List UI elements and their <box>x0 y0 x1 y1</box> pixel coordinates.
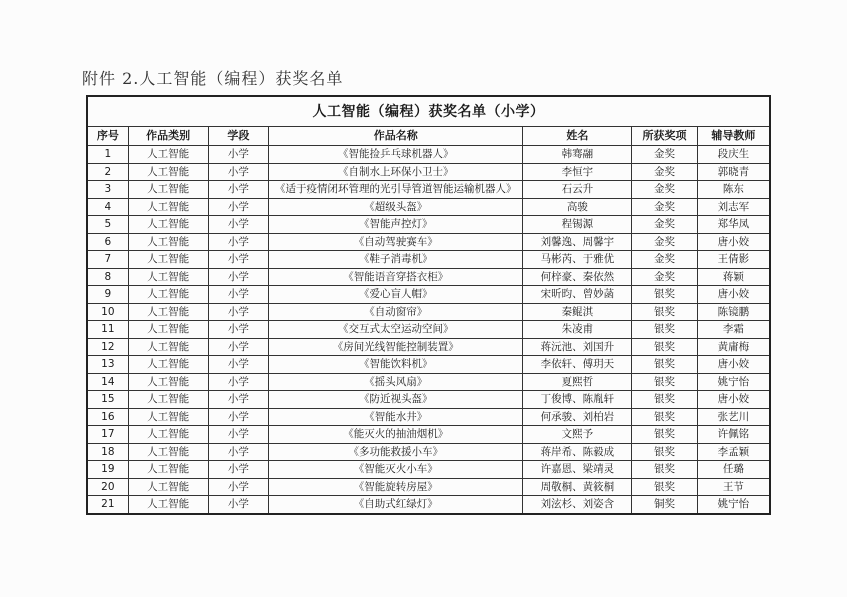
cell-category: 人工智能 <box>128 373 208 391</box>
cell-number: 11 <box>87 321 128 339</box>
cell-number: 9 <box>87 286 128 304</box>
cell-student-name: 宋昕昀、曾妙菡 <box>523 286 632 304</box>
cell-work-name: 《房间光线智能控制装置》 <box>269 338 523 356</box>
cell-stage: 小学 <box>208 478 269 496</box>
cell-category: 人工智能 <box>128 356 208 374</box>
cell-student-name: 刘泫杉、刘姿含 <box>523 496 632 514</box>
header-stage: 学段 <box>208 127 269 146</box>
cell-teacher: 段庆生 <box>697 146 770 164</box>
cell-stage: 小学 <box>208 426 269 444</box>
cell-award: 金奖 <box>632 198 697 216</box>
cell-stage: 小学 <box>208 216 269 234</box>
cell-work-name: 《智能饮料机》 <box>269 356 523 374</box>
cell-teacher: 许佩铭 <box>697 426 770 444</box>
cell-work-name: 《超级头盔》 <box>269 198 523 216</box>
cell-work-name: 《摇头风扇》 <box>269 373 523 391</box>
cell-teacher: 任璐 <box>697 461 770 479</box>
table-body <box>87 146 770 514</box>
cell-student-name: 文熙予 <box>523 426 632 444</box>
cell-award: 银奖 <box>632 478 697 496</box>
table-row <box>87 356 770 374</box>
cell-stage: 小学 <box>208 443 269 461</box>
cell-student-name: 何承骏、刘柏岩 <box>523 408 632 426</box>
cell-award: 银奖 <box>632 338 697 356</box>
cell-category: 人工智能 <box>128 216 208 234</box>
table-row <box>87 268 770 286</box>
cell-category: 人工智能 <box>128 198 208 216</box>
cell-work-name: 《智能捡乒乓球机器人》 <box>269 146 523 164</box>
cell-student-name: 李依轩、傅玥天 <box>523 356 632 374</box>
cell-teacher: 李霜 <box>697 321 770 339</box>
cell-category: 人工智能 <box>128 496 208 514</box>
header-teacher: 辅导教师 <box>697 127 770 146</box>
cell-award: 银奖 <box>632 373 697 391</box>
cell-teacher: 姚宁怡 <box>697 373 770 391</box>
cell-work-name: 《智能语音穿搭衣柜》 <box>269 268 523 286</box>
cell-number: 18 <box>87 443 128 461</box>
cell-student-name: 蒋沅池、刘国升 <box>523 338 632 356</box>
cell-stage: 小学 <box>208 356 269 374</box>
cell-student-name: 刘馨逸、周馨宇 <box>523 233 632 251</box>
cell-award: 金奖 <box>632 268 697 286</box>
cell-number: 14 <box>87 373 128 391</box>
cell-award: 金奖 <box>632 181 697 199</box>
cell-category: 人工智能 <box>128 286 208 304</box>
cell-stage: 小学 <box>208 233 269 251</box>
cell-teacher: 王节 <box>697 478 770 496</box>
cell-category: 人工智能 <box>128 443 208 461</box>
cell-number: 5 <box>87 216 128 234</box>
cell-award: 金奖 <box>632 251 697 269</box>
cell-teacher: 刘志军 <box>697 198 770 216</box>
cell-number: 7 <box>87 251 128 269</box>
table-row <box>87 496 770 514</box>
cell-category: 人工智能 <box>128 251 208 269</box>
cell-stage: 小学 <box>208 391 269 409</box>
cell-number: 17 <box>87 426 128 444</box>
cell-number: 13 <box>87 356 128 374</box>
cell-award: 银奖 <box>632 426 697 444</box>
cell-number: 20 <box>87 478 128 496</box>
cell-work-name: 《爱心盲人帽》 <box>269 286 523 304</box>
cell-teacher: 陈东 <box>697 181 770 199</box>
cell-work-name: 《多功能救援小车》 <box>269 443 523 461</box>
cell-award: 银奖 <box>632 408 697 426</box>
cell-category: 人工智能 <box>128 233 208 251</box>
cell-number: 15 <box>87 391 128 409</box>
cell-student-name: 许嘉恩、梁靖灵 <box>523 461 632 479</box>
cell-work-name: 《智能水井》 <box>269 408 523 426</box>
cell-stage: 小学 <box>208 461 269 479</box>
cell-work-name: 《适于疫情闭环管理的光引导管道智能运输机器人》 <box>269 181 523 199</box>
cell-work-name: 《智能旋转房屋》 <box>269 478 523 496</box>
table-title-row <box>87 96 770 127</box>
cell-stage: 小学 <box>208 338 269 356</box>
cell-award: 金奖 <box>632 146 697 164</box>
cell-number: 3 <box>87 181 128 199</box>
cell-work-name: 《智能灭火小车》 <box>269 461 523 479</box>
cell-teacher: 张艺川 <box>697 408 770 426</box>
cell-award: 银奖 <box>632 303 697 321</box>
table-row <box>87 181 770 199</box>
table-row <box>87 478 770 496</box>
cell-student-name: 马彬芮、于雅优 <box>523 251 632 269</box>
cell-work-name: 《防近视头盔》 <box>269 391 523 409</box>
cell-teacher: 唐小姣 <box>697 391 770 409</box>
cell-category: 人工智能 <box>128 321 208 339</box>
cell-teacher: 唐小姣 <box>697 286 770 304</box>
cell-work-name: 《自动窗帘》 <box>269 303 523 321</box>
cell-teacher: 郑华凤 <box>697 216 770 234</box>
cell-teacher: 唐小姣 <box>697 233 770 251</box>
cell-student-name: 石云升 <box>523 181 632 199</box>
table-row <box>87 251 770 269</box>
cell-stage: 小学 <box>208 181 269 199</box>
table-row <box>87 461 770 479</box>
cell-award: 银奖 <box>632 321 697 339</box>
cell-category: 人工智能 <box>128 461 208 479</box>
cell-award: 金奖 <box>632 163 697 181</box>
cell-teacher: 黄庸梅 <box>697 338 770 356</box>
cell-student-name: 蒋岸希、陈毅成 <box>523 443 632 461</box>
cell-work-name: 《鞋子消毒机》 <box>269 251 523 269</box>
table-row <box>87 233 770 251</box>
table-row <box>87 391 770 409</box>
cell-number: 8 <box>87 268 128 286</box>
cell-work-name: 《交互式太空运动空间》 <box>269 321 523 339</box>
cell-category: 人工智能 <box>128 181 208 199</box>
table-row <box>87 146 770 164</box>
cell-category: 人工智能 <box>128 478 208 496</box>
cell-number: 10 <box>87 303 128 321</box>
cell-category: 人工智能 <box>128 408 208 426</box>
cell-stage: 小学 <box>208 163 269 181</box>
table-row <box>87 426 770 444</box>
cell-category: 人工智能 <box>128 338 208 356</box>
cell-teacher: 王倩影 <box>697 251 770 269</box>
cell-category: 人工智能 <box>128 303 208 321</box>
cell-teacher: 姚宁怡 <box>697 496 770 514</box>
cell-work-name: 《自制水上环保小卫士》 <box>269 163 523 181</box>
table-row <box>87 286 770 304</box>
cell-category: 人工智能 <box>128 146 208 164</box>
cell-category: 人工智能 <box>128 268 208 286</box>
cell-stage: 小学 <box>208 373 269 391</box>
cell-stage: 小学 <box>208 268 269 286</box>
cell-work-name: 《自助式红绿灯》 <box>269 496 523 514</box>
cell-award: 银奖 <box>632 356 697 374</box>
table-row <box>87 303 770 321</box>
cell-award: 银奖 <box>632 286 697 304</box>
cell-student-name: 李恒宇 <box>523 163 632 181</box>
cell-work-name: 《智能声控灯》 <box>269 216 523 234</box>
cell-award: 金奖 <box>632 233 697 251</box>
table-title: 人工智能（编程）获奖名单（小学） <box>87 96 770 127</box>
cell-award: 银奖 <box>632 461 697 479</box>
cell-number: 4 <box>87 198 128 216</box>
table-row <box>87 408 770 426</box>
table-row <box>87 198 770 216</box>
header-category: 作品类别 <box>128 127 208 146</box>
header-work-name: 作品名称 <box>269 127 523 146</box>
cell-student-name: 朱凌甫 <box>523 321 632 339</box>
header-student-name: 姓名 <box>523 127 632 146</box>
cell-number: 16 <box>87 408 128 426</box>
cell-category: 人工智能 <box>128 163 208 181</box>
cell-award: 银奖 <box>632 391 697 409</box>
cell-number: 12 <box>87 338 128 356</box>
cell-teacher: 陈镜鹏 <box>697 303 770 321</box>
table-row <box>87 321 770 339</box>
cell-number: 19 <box>87 461 128 479</box>
cell-stage: 小学 <box>208 286 269 304</box>
cell-work-name: 《自动驾驶赛车》 <box>269 233 523 251</box>
cell-category: 人工智能 <box>128 391 208 409</box>
cell-award: 银奖 <box>632 443 697 461</box>
cell-work-name: 《能灭火的抽油烟机》 <box>269 426 523 444</box>
cell-student-name: 韩骞翮 <box>523 146 632 164</box>
cell-number: 6 <box>87 233 128 251</box>
cell-stage: 小学 <box>208 251 269 269</box>
cell-award: 金奖 <box>632 216 697 234</box>
cell-student-name: 秦鲲淇 <box>523 303 632 321</box>
header-award: 所获奖项 <box>632 127 697 146</box>
cell-student-name: 程锡源 <box>523 216 632 234</box>
cell-stage: 小学 <box>208 198 269 216</box>
cell-number: 1 <box>87 146 128 164</box>
cell-stage: 小学 <box>208 408 269 426</box>
cell-stage: 小学 <box>208 303 269 321</box>
award-table <box>86 95 771 515</box>
table-header-row <box>87 127 770 146</box>
cell-category: 人工智能 <box>128 426 208 444</box>
table-row <box>87 373 770 391</box>
table-row <box>87 338 770 356</box>
cell-stage: 小学 <box>208 321 269 339</box>
cell-teacher: 蒋颖 <box>697 268 770 286</box>
cell-student-name: 高骏 <box>523 198 632 216</box>
table-row <box>87 443 770 461</box>
header-number: 序号 <box>87 127 128 146</box>
cell-teacher: 李孟颖 <box>697 443 770 461</box>
cell-student-name: 周敬桐、黄筱桐 <box>523 478 632 496</box>
cell-student-name: 夏熙哲 <box>523 373 632 391</box>
cell-number: 2 <box>87 163 128 181</box>
page-heading: 附件 2.人工智能（编程）获奖名单 <box>82 69 344 88</box>
cell-student-name: 何梓豪、秦依然 <box>523 268 632 286</box>
cell-teacher: 唐小姣 <box>697 356 770 374</box>
cell-stage: 小学 <box>208 146 269 164</box>
cell-award: 铜奖 <box>632 496 697 514</box>
cell-stage: 小学 <box>208 496 269 514</box>
cell-number: 21 <box>87 496 128 514</box>
cell-student-name: 丁俊博、陈胤轩 <box>523 391 632 409</box>
cell-teacher: 郭晓青 <box>697 163 770 181</box>
table-row <box>87 163 770 181</box>
table-row <box>87 216 770 234</box>
